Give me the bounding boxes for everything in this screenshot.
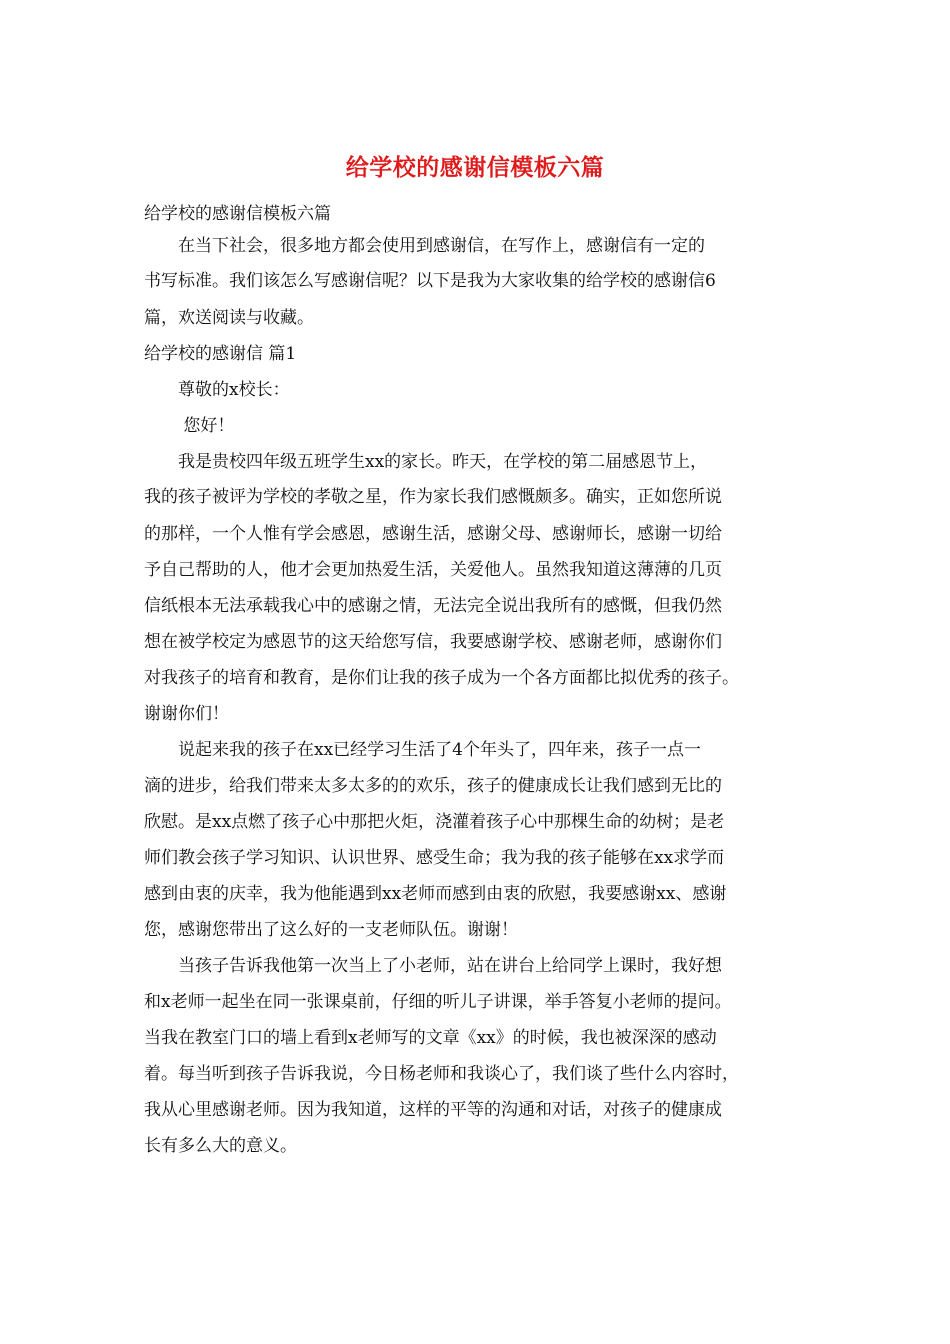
subtitle-line: 给学校的感谢信模板六篇 <box>144 204 331 224</box>
body-line: 我从心里感谢老师。因为我知道，这样的平等的沟通和对话，对孩子的健康成 <box>144 1100 722 1120</box>
body-line: 谢谢你们！ <box>144 704 229 724</box>
body-line: 欣慰。是xx点燃了孩子心中那把火炬，浇灌着孩子心中那棵生命的幼树；是老 <box>144 812 725 832</box>
salutation-line: 尊敬的x校长： <box>144 380 290 400</box>
body-line: 予自己帮助的人，他才会更加热爱生活，关爱他人。虽然我知道这薄薄的几页 <box>144 560 722 580</box>
section-heading: 给学校的感谢信 篇1 <box>144 344 297 364</box>
body-line: 对我孩子的培育和教育，是你们让我的孩子成为一个各方面都比拟优秀的孩子。 <box>144 668 739 688</box>
body-line: 篇，欢送阅读与收藏。 <box>144 308 314 328</box>
body-line: 在当下社会，很多地方都会使用到感谢信，在写作上，感谢信有一定的 <box>144 236 705 256</box>
body-line: 师们教会孩子学习知识、认识世界、感受生命；我为我的孩子能够在xx求学而 <box>144 848 725 868</box>
body-line: 着。每当听到孩子告诉我说，今日杨老师和我谈心了，我们谈了些什么内容时， <box>144 1064 739 1084</box>
body-line: 您，感谢您带出了这么好的一支老师队伍。谢谢！ <box>144 920 518 940</box>
body-line: 信纸根本无法承载我心中的感谢之情，无法完全说出我所有的感慨，但我仍然 <box>144 596 722 616</box>
body-line: 书写标准。我们该怎么写感谢信呢？以下是我为大家收集的给学校的感谢信6 <box>144 271 716 291</box>
body-line: 我的孩子被评为学校的孝敬之星，作为家长我们感慨颇多。确实，正如您所说 <box>144 487 722 507</box>
document-title: 给学校的感谢信模板六篇 <box>345 154 605 181</box>
body-line: 的那样，一个人惟有学会感恩，感谢生活，感谢父母、感谢师长，感谢一切给 <box>144 524 722 544</box>
body-line: 想在被学校定为感恩节的这天给您写信，我要感谢学校、感谢老师，感谢你们 <box>144 632 722 652</box>
body-line: 我是贵校四年级五班学生xx的家长。昨天，在学校的第二届感恩节上， <box>144 452 708 472</box>
body-line: 滴的进步，给我们带来太多太多的的欢乐，孩子的健康成长让我们感到无比的 <box>144 776 722 796</box>
body-line: 当我在教室门口的墙上看到x老师写的文章《xx》的时候，我也被深深的感动 <box>144 1028 717 1048</box>
body-line: 说起来我的孩子在xx已经学习生活了4个年头了，四年来，孩子一点一 <box>144 740 701 760</box>
body-line: 长有多么大的意义。 <box>144 1136 297 1156</box>
body-line: 当孩子告诉我他第一次当上了小老师，站在讲台上给同学上课时，我好想 <box>144 956 722 976</box>
greeting-line: 您好！ <box>144 416 235 436</box>
body-line: 和x老师一起坐在同一张课桌前，仔细的听儿子讲课，举手答复小老师的提问。 <box>144 992 732 1012</box>
body-line: 感到由衷的庆幸，我为他能遇到xx老师而感到由衷的欣慰，我要感谢xx、感谢 <box>144 884 727 904</box>
